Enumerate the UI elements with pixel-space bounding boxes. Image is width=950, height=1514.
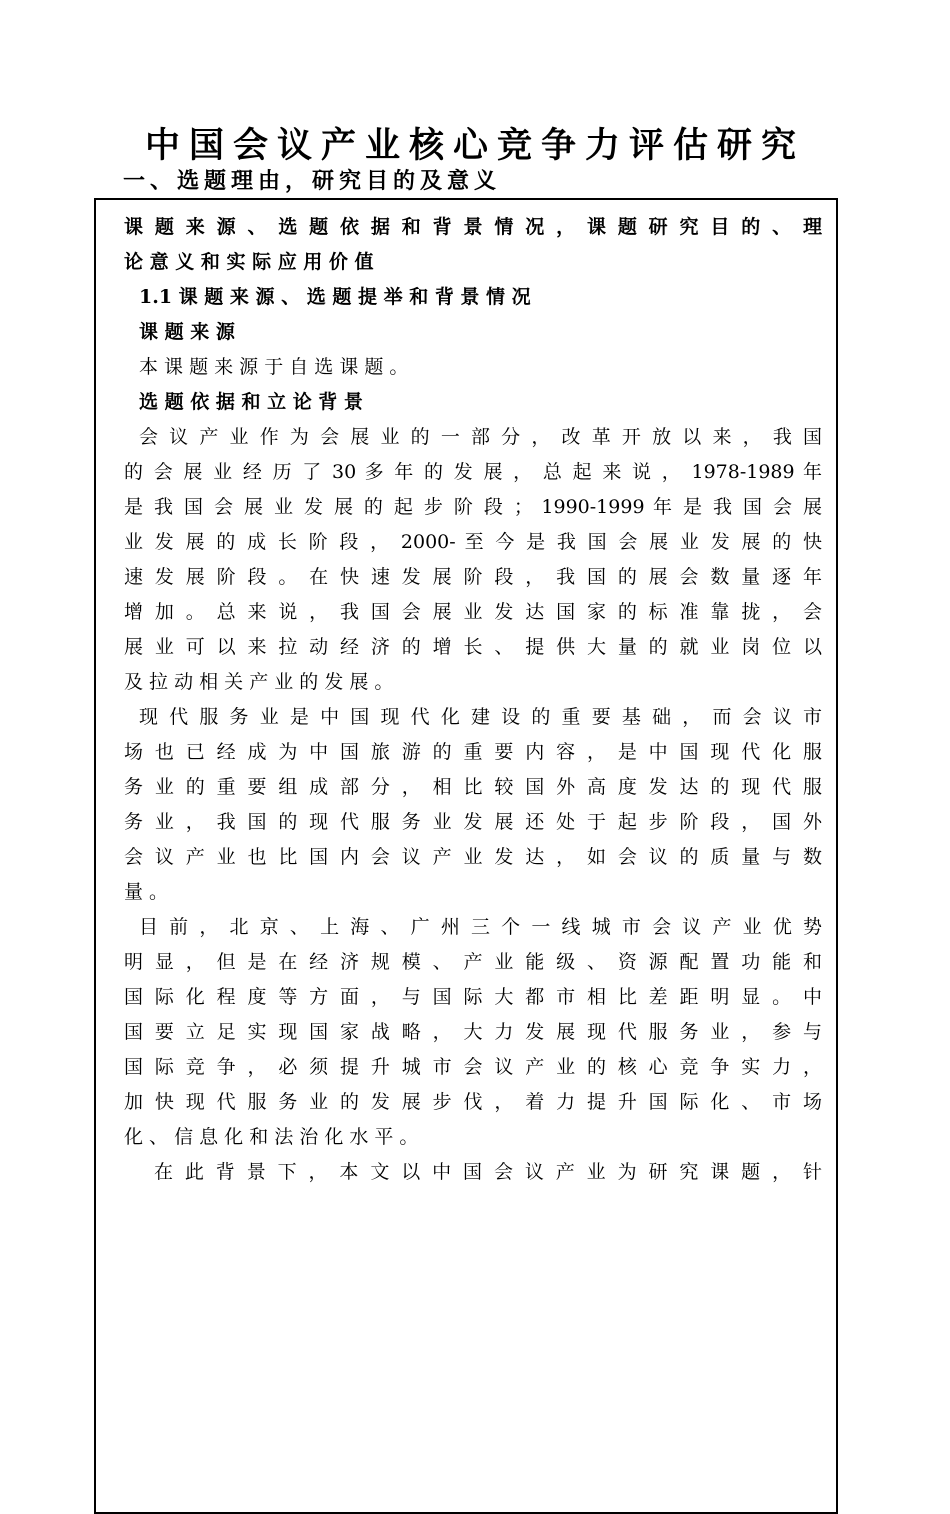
body-line: 明 显 ， 但 是 在 经 济 规 模 、 产 业 能 级 、 资 源 配 置 功 能 和 [124, 951, 822, 973]
body-line: 论 意 义 和 实 际 应 用 价 值 [124, 251, 374, 273]
body-line: 的 会 展 业 经 历 了 30 多 年 的 发 展 ， 总 起 来 说 ， 1978-1989 年 [124, 461, 822, 483]
body-line: 现 代 服 务 业 是 中 国 现 代 化 建 设 的 重 要 基 础 ， 而 会 议 市 [139, 706, 822, 728]
section-heading: 一、选题理由，研究目的及意义 [123, 168, 502, 194]
body-line: 国 要 立 足 实 现 国 家 战 略 ， 大 力 发 展 现 代 服 务 业 ， 参 与 [124, 1021, 822, 1043]
body-line: 会 议 产 业 也 比 国 内 会 议 产 业 发 达 ， 如 会 议 的 质 量 与 数 [124, 846, 822, 868]
body-line: 是 我 国 会 展 业 发 展 的 起 步 阶 段 ； 1990-1999 年 是 我 国 会 展 [124, 496, 822, 518]
body-line: 国 际 化 程 度 等 方 面 ， 与 国 际 大 都 市 相 比 差 距 明 显 。 中 [124, 986, 822, 1008]
body-line: 速 发 展 阶 段 。 在 快 速 发 展 阶 段 ， 我 国 的 展 会 数 量 逐 年 [124, 566, 822, 588]
subsection-heading: 1.1 课 题 来 源 、 选 题 提 举 和 背 景 情 况 [139, 286, 531, 308]
document-title: 中国会议产业核心竞争力评估研究 [144, 125, 805, 166]
body-line: 展 业 可 以 来 拉 动 经 济 的 增 长 、 提 供 大 量 的 就 业 岗 位 以 [124, 636, 822, 658]
body-line: 及 拉 动 相 关 产 业 的 发 展 。 [124, 671, 394, 693]
sub-heading: 选 题 依 据 和 立 论 背 景 [139, 391, 363, 413]
body-line: 务 业 的 重 要 组 成 部 分 ， 相 比 较 国 外 高 度 发 达 的 现 代 服 [124, 776, 822, 798]
body-line: 在 此 背 景 下 ， 本 文 以 中 国 会 议 产 业 为 研 究 课 题 ， 针 [154, 1161, 822, 1183]
sub-heading: 课 题 来 源 [139, 321, 235, 343]
body-line: 本 课 题 来 源 于 自 选 课 题 。 [139, 356, 409, 378]
body-line: 化 、 信 息 化 和 法 治 化 水 平 。 [124, 1126, 419, 1148]
body-line: 课 题 来 源 、 选 题 依 据 和 背 景 情 况 ， 课 题 研 究 目 的 、 理 [124, 216, 822, 238]
body-line: 场 也 已 经 成 为 中 国 旅 游 的 重 要 内 容 ， 是 中 国 现 代 化 服 [124, 741, 822, 763]
body-line: 会 议 产 业 作 为 会 展 业 的 一 部 分 ， 改 革 开 放 以 来 ， 我 国 [139, 426, 822, 448]
body-line: 务 业 ， 我 国 的 现 代 服 务 业 发 展 还 处 于 起 步 阶 段 ， 国 外 [124, 811, 822, 833]
body-line: 量 。 [124, 881, 169, 903]
body-line: 国 际 竞 争 ， 必 须 提 升 城 市 会 议 产 业 的 核 心 竞 争 实 力 ， [124, 1056, 822, 1078]
body-line: 增 加 。 总 来 说 ， 我 国 会 展 业 发 达 国 家 的 标 准 靠 拢 ， 会 [124, 601, 822, 623]
content-body [124, 210, 822, 1190]
body-line: 目 前 ， 北 京 、 上 海 、 广 州 三 个 一 线 城 市 会 议 产 业 优 势 [139, 916, 822, 938]
body-line: 业 发 展 的 成 长 阶 段 ， 2000- 至 今 是 我 国 会 展 业 发 展 的 快 [124, 531, 822, 553]
body-line: 加 快 现 代 服 务 业 的 发 展 步 伐 ， 着 力 提 升 国 际 化 、 市 场 [124, 1091, 822, 1113]
